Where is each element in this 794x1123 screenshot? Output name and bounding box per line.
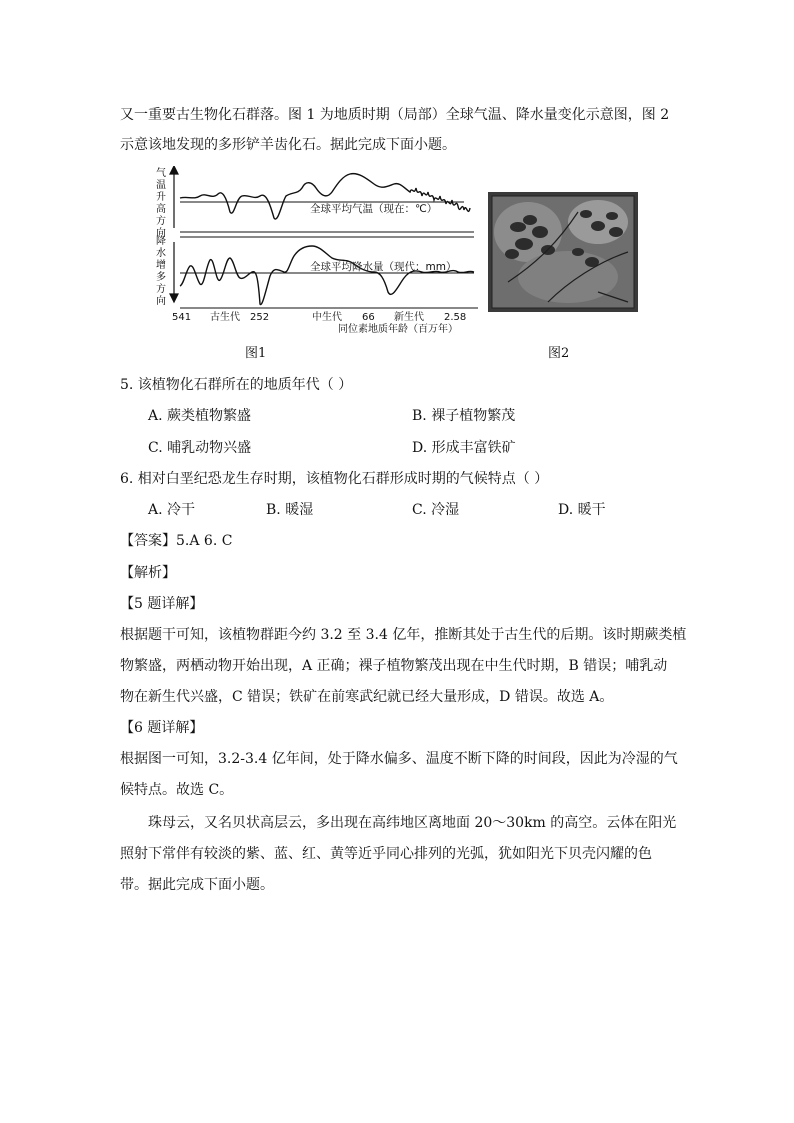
q6-option-c: C. 冷湿	[412, 502, 460, 518]
precip-label-char: 多	[156, 272, 166, 283]
intro-line-2: 示意该地发现的多形铲羊齿化石。据此完成下面小题。	[120, 137, 456, 153]
passage-line: 带。据此完成下面小题。	[120, 877, 274, 893]
question-6-stem: 6. 相对白垩纪恐龙生存时期，该植物化石群形成时期的气候特点（ ）	[120, 471, 549, 487]
q5-detail-line: 物在新生代兴盛，C 错误；铁矿在前寒武纪就已经大量形成，D 错误。故选 A。	[120, 689, 614, 705]
passage-line: 珠母云，又名贝状高层云，多出现在高纬地区离地面 20～30km 的高空。云体在阳光	[148, 815, 677, 831]
q6-option-b: B. 暖湿	[266, 502, 314, 518]
q6-option-d: D. 暖干	[558, 502, 606, 518]
figure-1-caption: 图1	[245, 346, 267, 361]
x-tick-541: 541	[172, 312, 192, 323]
precipitation-curve	[180, 246, 474, 305]
temp-label-char: 气	[156, 168, 166, 179]
temperature-reference-label: 全球平均气温（现在：℃）	[310, 203, 438, 215]
q5-detail-heading: 【5 题详解】	[120, 596, 204, 612]
temp-label-char: 方	[156, 216, 166, 227]
precipitation-axis-label	[156, 234, 166, 307]
precip-label-char: 降	[156, 236, 166, 247]
x-axis-title: 同位素地质年龄（百万年）	[338, 324, 458, 335]
precipitation-reference-label: 全球平均降水量（现代：mm）	[310, 261, 457, 273]
precip-label-char: 向	[156, 296, 166, 307]
era-paleozoic: 古生代	[210, 312, 240, 323]
precip-label-char: 方	[156, 284, 166, 295]
era-mesozoic: 中生代	[312, 312, 342, 323]
passage-line: 照射下常伴有较淡的紫、蓝、红、黄等近乎同心排列的光弧，犹如阳光下贝壳闪耀的色	[120, 846, 652, 862]
q5-detail-line: 物繁盛，两栖动物开始出现，A 正确；裸子植物繁茂出现在中生代时期，B 错误；哺乳动	[120, 658, 668, 674]
x-tick-2-58: 2.58	[444, 312, 467, 323]
answer-line: 【答案】5.A 6. C	[120, 533, 233, 549]
q6-detail-line: 候特点。故选 C。	[120, 782, 234, 798]
analysis-heading: 【解析】	[120, 565, 176, 581]
x-tick-252: 252	[250, 312, 270, 323]
temperature-axis-label	[156, 167, 166, 239]
figure-1-chart	[148, 166, 484, 336]
x-tick-66: 66	[362, 312, 375, 323]
q6-detail-line: 根据图一可知，3.2-3.4 亿年间，处于降水偏多、温度不断下降的时间段，因此为冷湿的气	[120, 751, 678, 767]
q5-detail-line: 根据题干可知，该植物群距今约 3.2 至 3.4 亿年，推断其处于古生代的后期。该时期蕨类植	[120, 627, 687, 643]
q5-option-a: A. 蕨类植物繁盛	[148, 408, 252, 424]
question-5-stem: 5. 该植物化石群所在的地质年代（ ）	[120, 377, 353, 393]
era-labels	[210, 310, 424, 323]
precip-label-char: 增	[156, 260, 166, 271]
q5-option-d: D. 形成丰富铁矿	[412, 440, 516, 456]
q5-option-c: C. 哺乳动物兴盛	[148, 440, 252, 456]
intro-line-1: 又一重要古生物化石群落。图 1 为地质时期（局部）全球气温、降水量变化示意图，图 2	[120, 107, 670, 123]
temp-label-char: 向	[156, 228, 166, 239]
precip-label-char: 水	[156, 248, 166, 259]
figure-2-fossil-image	[488, 192, 638, 312]
temp-label-char: 温	[156, 180, 166, 191]
temp-label-char: 升	[156, 192, 166, 203]
era-cenozoic: 新生代	[394, 312, 424, 323]
q6-option-a: A. 冷干	[148, 502, 196, 518]
q5-option-b: B. 裸子植物繁茂	[412, 408, 516, 424]
figure-2-caption: 图2	[548, 346, 570, 361]
temp-label-char: 高	[156, 204, 166, 215]
q6-detail-heading: 【6 题详解】	[120, 720, 204, 736]
axis-arrows	[170, 166, 178, 302]
